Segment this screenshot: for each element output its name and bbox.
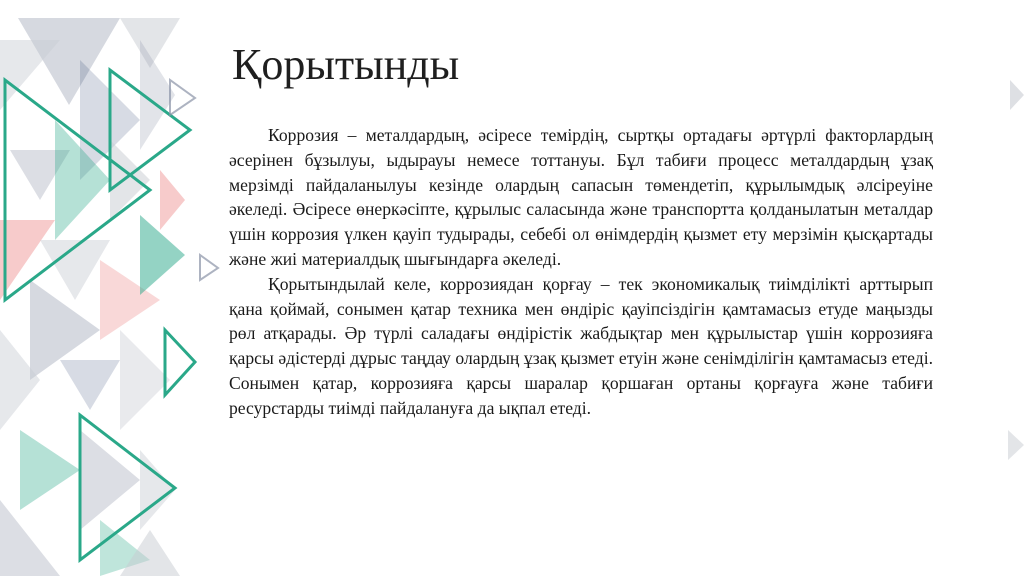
slide-title: Қорытынды [232,40,460,89]
paragraph-1: Коррозия – металдардың, әсіресе темірдің, сыртқы ортадағы әртүрлі факторлардың әсерінен бұзылуы, ыдырауы немесе тоттануы. Бұл табиғи процесс металдардың ұзақ мерзімді пайдаланылуы кезінде олардың сапасын төмендетіп, құрылымдық әлсіреуіне әкеледі. Әсіресе өнеркәсіпте, құрылыс саласында және транспортта қолданылатын металдар үшін коррозия үлкен қауіп тудырады, себебі ол өнімдердің қызмет ету мерзімін қысқартады және жиі материалдық шығындарға әкеледі. [229,125,933,269]
paragraph-2: Қорытындылай келе, коррозиядан қорғау – тек экономикалық тиімділікті арттырып қана қоймай, сонымен қатар техника мен өндіріс қауіпсіздігін қамтамасыз етуде маңызды рөл атқарады. Әр түрлі саладағы өндірістік жабдықтар мен құрылыстар үшін коррозияға қарсы әдістерді дұрыс таңдау олардың ұзақ қызмет етуін және сенімділігін қамтамасыз етеді. Сонымен қатар, коррозияға қарсы шаралар қоршаған ортаны қорғауға және табиғи ресурстарды тиімді пайдалануға да ықпал етеді. [229,273,933,418]
slide-body [229,123,933,421]
